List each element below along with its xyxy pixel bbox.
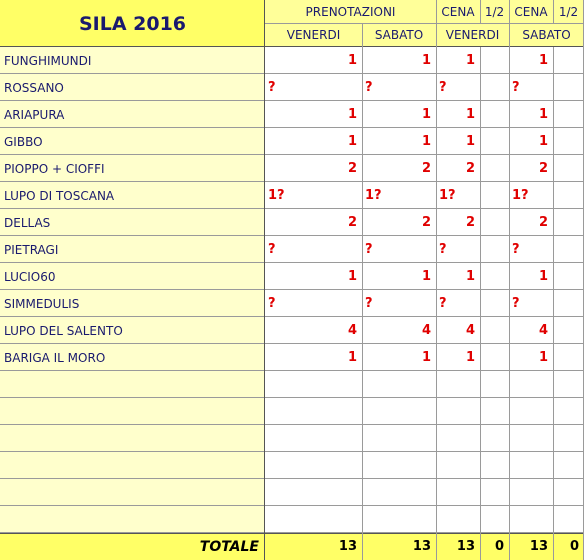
grid-line bbox=[362, 23, 363, 560]
total-value: 13 bbox=[509, 533, 553, 560]
value-cell[interactable]: 1 bbox=[265, 47, 362, 74]
name-cell[interactable]: LUPO DI TOSCANA bbox=[0, 182, 265, 209]
value-cell[interactable]: 1 bbox=[509, 47, 553, 74]
grid-line bbox=[0, 46, 584, 47]
grid-line bbox=[0, 533, 584, 534]
value-cell[interactable] bbox=[480, 452, 509, 479]
value-cell[interactable] bbox=[436, 425, 480, 452]
value-cell[interactable]: 1 bbox=[265, 263, 362, 290]
value-cell[interactable]: ? bbox=[362, 290, 436, 317]
value-cell[interactable]: 1 bbox=[362, 101, 436, 128]
value-cell[interactable] bbox=[553, 344, 584, 371]
value-cell[interactable] bbox=[553, 74, 584, 101]
value-cell[interactable] bbox=[553, 371, 584, 398]
value-cell[interactable]: 4 bbox=[362, 317, 436, 344]
header-cena-1: CENA bbox=[436, 0, 480, 23]
grid-line bbox=[0, 424, 584, 425]
value-cell[interactable]: 1? bbox=[265, 182, 362, 209]
value-cell[interactable]: 2 bbox=[265, 209, 362, 236]
value-cell[interactable]: ? bbox=[265, 290, 362, 317]
total-value: 0 bbox=[480, 533, 509, 560]
value-cell[interactable]: 1 bbox=[509, 263, 553, 290]
sheet-title: SILA 2016 bbox=[0, 0, 265, 47]
value-cell[interactable] bbox=[362, 371, 436, 398]
value-cell[interactable]: 1 bbox=[362, 263, 436, 290]
value-cell[interactable] bbox=[480, 290, 509, 317]
value-cell[interactable] bbox=[509, 425, 553, 452]
grid-line bbox=[0, 505, 584, 506]
value-cell[interactable]: 1 bbox=[265, 128, 362, 155]
value-cell[interactable] bbox=[480, 371, 509, 398]
grid-line bbox=[480, 0, 481, 23]
value-cell[interactable]: 2 bbox=[362, 209, 436, 236]
name-cell[interactable]: FUNGHIMUNDI bbox=[0, 47, 265, 74]
value-cell[interactable] bbox=[436, 398, 480, 425]
grid-line bbox=[0, 181, 584, 182]
value-cell[interactable]: 2 bbox=[362, 155, 436, 182]
value-cell[interactable] bbox=[480, 236, 509, 263]
name-cell[interactable] bbox=[0, 371, 265, 398]
value-cell[interactable]: 1 bbox=[362, 47, 436, 74]
total-value: 13 bbox=[436, 533, 480, 560]
value-cell[interactable]: 1 bbox=[265, 101, 362, 128]
value-cell[interactable]: 1 bbox=[509, 344, 553, 371]
value-cell[interactable] bbox=[265, 398, 362, 425]
grid-line bbox=[264, 0, 265, 560]
name-cell[interactable]: ROSSANO bbox=[0, 74, 265, 101]
value-cell[interactable] bbox=[553, 101, 584, 128]
value-cell[interactable]: 4 bbox=[265, 317, 362, 344]
name-cell[interactable]: LUPO DEL SALENTO bbox=[0, 317, 265, 344]
name-cell[interactable] bbox=[0, 398, 265, 425]
value-cell[interactable]: ? bbox=[509, 290, 553, 317]
header-venerdi-1: VENERDI bbox=[265, 23, 362, 47]
value-cell[interactable] bbox=[480, 317, 509, 344]
value-cell[interactable] bbox=[480, 182, 509, 209]
name-cell[interactable]: LUCIO60 bbox=[0, 263, 265, 290]
value-cell[interactable] bbox=[553, 479, 584, 506]
header-cena-2: CENA bbox=[509, 0, 553, 23]
grid-line bbox=[0, 370, 584, 371]
name-cell[interactable] bbox=[0, 506, 265, 533]
value-cell[interactable]: 2 bbox=[509, 209, 553, 236]
value-cell[interactable]: ? bbox=[265, 236, 362, 263]
grid-line bbox=[0, 316, 584, 317]
value-cell[interactable]: 1? bbox=[362, 182, 436, 209]
grid-line bbox=[0, 127, 584, 128]
name-cell[interactable]: PIOPPO + CIOFFI bbox=[0, 155, 265, 182]
name-cell[interactable]: PIETRAGI bbox=[0, 236, 265, 263]
value-cell[interactable] bbox=[362, 398, 436, 425]
grid-line bbox=[0, 73, 584, 74]
value-cell[interactable] bbox=[553, 263, 584, 290]
value-cell[interactable] bbox=[480, 479, 509, 506]
value-cell[interactable] bbox=[553, 155, 584, 182]
value-cell[interactable] bbox=[553, 128, 584, 155]
value-cell[interactable] bbox=[480, 155, 509, 182]
grid-line bbox=[553, 47, 554, 560]
value-cell[interactable]: ? bbox=[509, 74, 553, 101]
grid-line bbox=[0, 478, 584, 479]
name-cell[interactable]: SIMMEDULIS bbox=[0, 290, 265, 317]
grid-line bbox=[0, 154, 584, 155]
value-cell[interactable] bbox=[265, 425, 362, 452]
value-cell[interactable] bbox=[509, 398, 553, 425]
grid-line bbox=[0, 235, 584, 236]
value-cell[interactable] bbox=[553, 236, 584, 263]
grid-line bbox=[0, 397, 584, 398]
value-cell[interactable]: 1 bbox=[362, 344, 436, 371]
value-cell[interactable] bbox=[553, 425, 584, 452]
value-cell[interactable]: ? bbox=[362, 74, 436, 101]
value-cell[interactable] bbox=[509, 371, 553, 398]
value-cell[interactable] bbox=[553, 47, 584, 74]
value-cell[interactable]: 1 bbox=[362, 128, 436, 155]
value-cell[interactable]: 2 bbox=[265, 155, 362, 182]
value-cell[interactable] bbox=[480, 47, 509, 74]
value-cell[interactable]: 1 bbox=[436, 101, 480, 128]
value-cell[interactable] bbox=[362, 452, 436, 479]
name-cell[interactable] bbox=[0, 452, 265, 479]
value-cell[interactable]: 2 bbox=[436, 209, 480, 236]
value-cell[interactable] bbox=[362, 506, 436, 533]
grid-line bbox=[265, 23, 584, 24]
value-cell[interactable] bbox=[436, 479, 480, 506]
value-cell[interactable] bbox=[265, 506, 362, 533]
name-cell[interactable]: DELLAS bbox=[0, 209, 265, 236]
value-cell[interactable]: ? bbox=[265, 74, 362, 101]
value-cell[interactable] bbox=[362, 479, 436, 506]
value-cell[interactable]: 4 bbox=[509, 317, 553, 344]
value-cell[interactable]: 1? bbox=[436, 182, 480, 209]
grid-line bbox=[0, 343, 584, 344]
grid-line bbox=[0, 100, 584, 101]
name-cell[interactable]: GIBBO bbox=[0, 128, 265, 155]
value-cell[interactable] bbox=[362, 425, 436, 452]
value-cell[interactable]: ? bbox=[436, 74, 480, 101]
name-cell[interactable] bbox=[0, 425, 265, 452]
value-cell[interactable]: 1 bbox=[265, 344, 362, 371]
value-cell[interactable]: ? bbox=[436, 290, 480, 317]
value-cell[interactable] bbox=[509, 479, 553, 506]
total-value: 13 bbox=[362, 533, 436, 560]
value-cell[interactable]: 2 bbox=[436, 155, 480, 182]
value-cell[interactable] bbox=[509, 506, 553, 533]
value-cell[interactable] bbox=[480, 398, 509, 425]
header-venerdi-2: VENERDI bbox=[436, 23, 509, 47]
header-half-1: 1/2 bbox=[480, 0, 509, 23]
value-cell[interactable] bbox=[436, 371, 480, 398]
value-cell[interactable]: ? bbox=[436, 236, 480, 263]
total-value: 0 bbox=[553, 533, 584, 560]
name-cell[interactable] bbox=[0, 479, 265, 506]
value-cell[interactable] bbox=[480, 128, 509, 155]
grid-line bbox=[0, 262, 584, 263]
value-cell[interactable] bbox=[480, 344, 509, 371]
value-cell[interactable] bbox=[553, 506, 584, 533]
header-sabato-2: SABATO bbox=[509, 23, 584, 47]
value-cell[interactable]: ? bbox=[509, 236, 553, 263]
value-cell[interactable] bbox=[436, 452, 480, 479]
totals-label: TOTALE bbox=[0, 533, 265, 560]
value-cell[interactable] bbox=[480, 74, 509, 101]
value-cell[interactable] bbox=[480, 101, 509, 128]
value-cell[interactable]: 1 bbox=[436, 47, 480, 74]
value-cell[interactable] bbox=[553, 398, 584, 425]
value-cell[interactable]: 1 bbox=[436, 263, 480, 290]
header-half-2: 1/2 bbox=[553, 0, 584, 23]
value-cell[interactable]: 4 bbox=[436, 317, 480, 344]
value-cell[interactable] bbox=[553, 290, 584, 317]
value-cell[interactable]: 1 bbox=[509, 101, 553, 128]
value-cell[interactable] bbox=[265, 452, 362, 479]
name-cell[interactable]: ARIAPURA bbox=[0, 101, 265, 128]
value-cell[interactable] bbox=[436, 506, 480, 533]
grid-line bbox=[553, 0, 554, 23]
total-value: 13 bbox=[265, 533, 362, 560]
value-cell[interactable]: 2 bbox=[509, 155, 553, 182]
header-sabato-1: SABATO bbox=[362, 23, 436, 47]
value-cell[interactable] bbox=[509, 452, 553, 479]
value-cell[interactable] bbox=[553, 209, 584, 236]
value-cell[interactable] bbox=[265, 479, 362, 506]
value-cell[interactable]: ? bbox=[362, 236, 436, 263]
value-cell[interactable]: 1? bbox=[509, 182, 553, 209]
grid-line bbox=[480, 47, 481, 560]
value-cell[interactable]: 1 bbox=[509, 128, 553, 155]
value-cell[interactable] bbox=[265, 371, 362, 398]
grid-line bbox=[509, 0, 510, 560]
name-cell[interactable]: BARIGA IL MORO bbox=[0, 344, 265, 371]
value-cell[interactable]: 1 bbox=[436, 344, 480, 371]
grid-line bbox=[0, 208, 584, 209]
value-cell[interactable] bbox=[553, 182, 584, 209]
value-cell[interactable] bbox=[480, 263, 509, 290]
value-cell[interactable] bbox=[480, 209, 509, 236]
grid-line bbox=[0, 451, 584, 452]
value-cell[interactable] bbox=[553, 317, 584, 344]
value-cell[interactable]: 1 bbox=[436, 128, 480, 155]
header-prenotazioni: PRENOTAZIONI bbox=[265, 0, 436, 23]
grid-line bbox=[0, 289, 584, 290]
grid-line bbox=[436, 0, 437, 560]
value-cell[interactable] bbox=[480, 425, 509, 452]
value-cell[interactable] bbox=[480, 506, 509, 533]
value-cell[interactable] bbox=[553, 452, 584, 479]
